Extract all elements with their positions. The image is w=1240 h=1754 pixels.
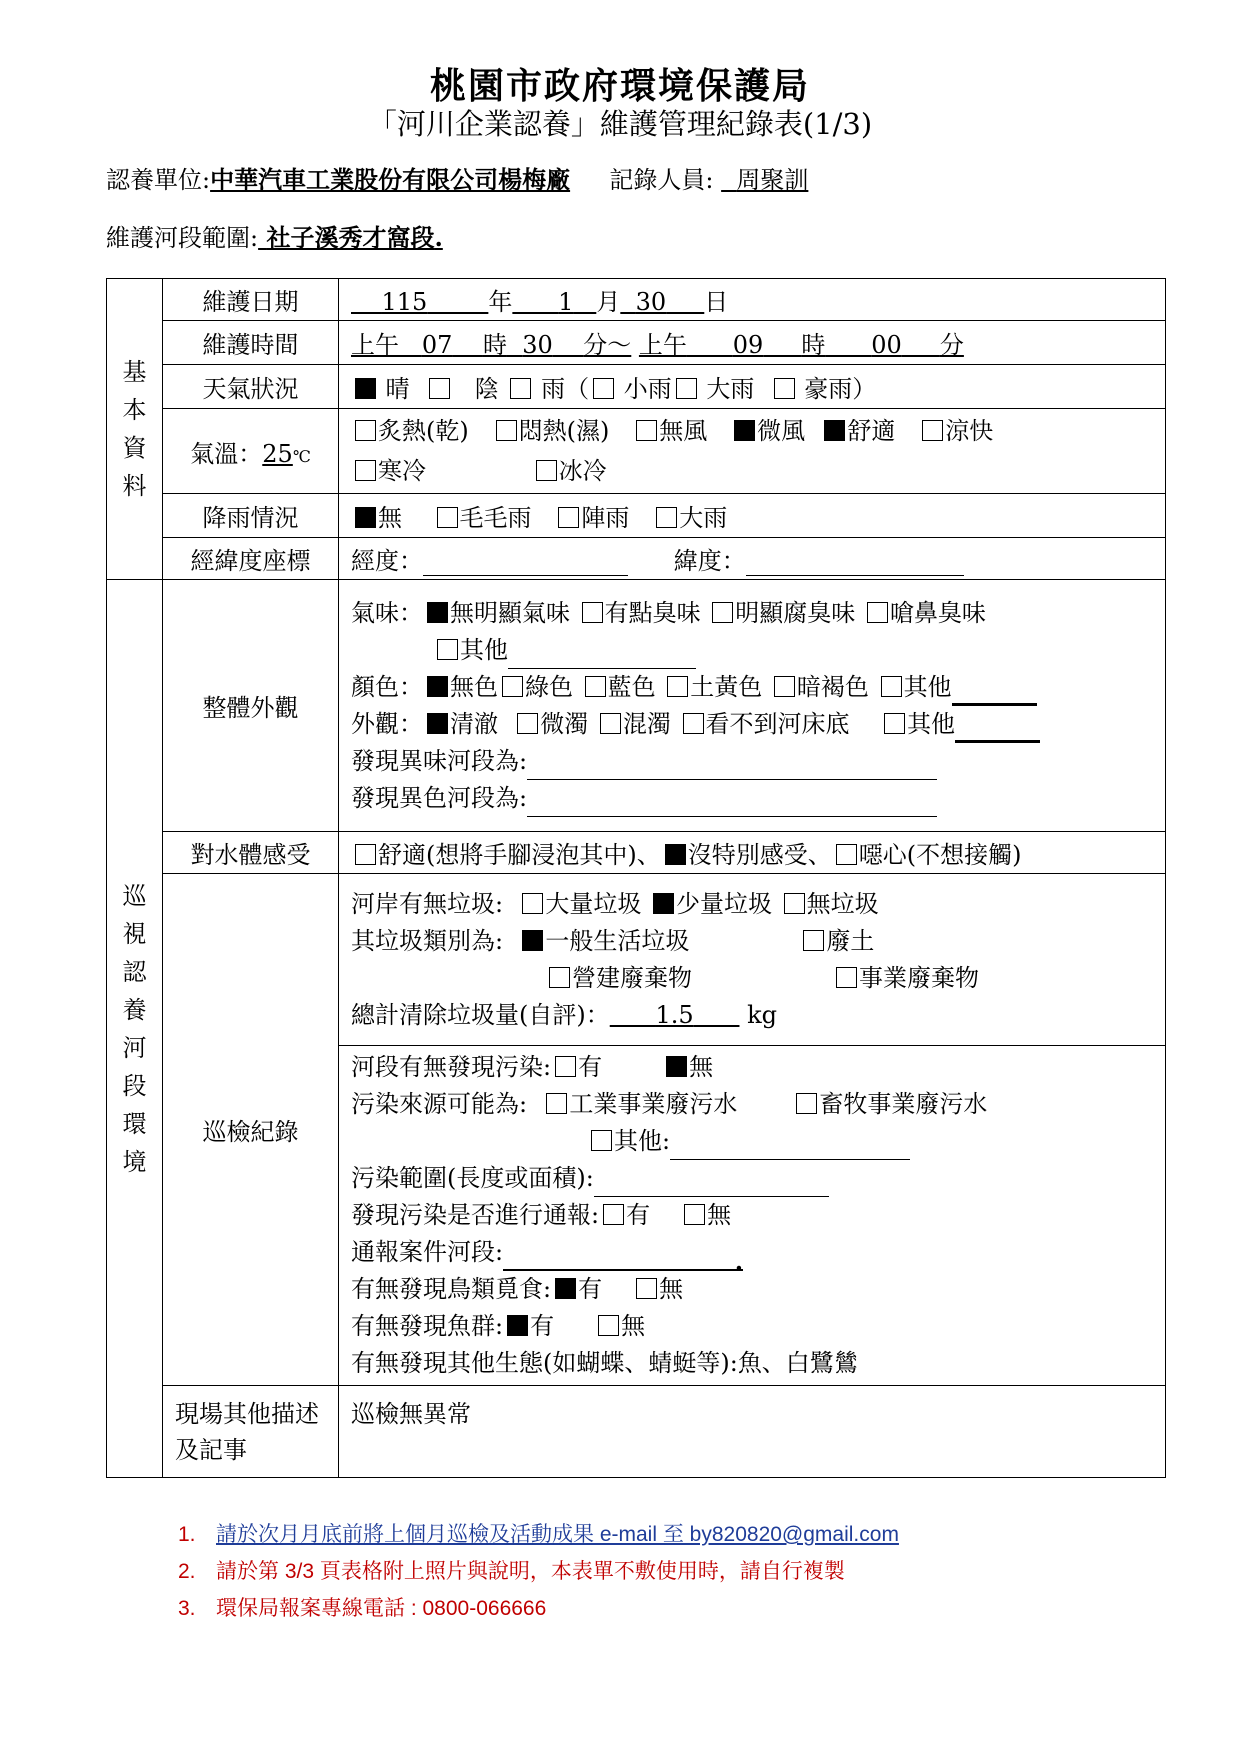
appearance-label: 整體外觀 bbox=[163, 580, 339, 832]
smell-pungent-checkbox[interactable] bbox=[867, 602, 888, 623]
start-hour: 07 bbox=[421, 331, 453, 359]
latitude-input[interactable] bbox=[746, 549, 964, 576]
source-livestock-checkbox[interactable] bbox=[796, 1093, 817, 1114]
color-other-checkbox[interactable] bbox=[881, 676, 902, 697]
smell-rotten-checkbox[interactable] bbox=[712, 602, 733, 623]
extent-input[interactable] bbox=[594, 1170, 829, 1197]
report-no-checkbox[interactable] bbox=[684, 1204, 705, 1225]
patrol-label: 巡檢紀錄 bbox=[163, 874, 339, 1386]
source-other-checkbox[interactable] bbox=[591, 1130, 612, 1151]
weather-rain-checkbox[interactable] bbox=[510, 378, 531, 399]
garbage-none-checkbox[interactable] bbox=[784, 893, 805, 914]
color-none-checkbox[interactable] bbox=[427, 676, 448, 697]
type-industrial-checkbox[interactable] bbox=[836, 967, 857, 988]
weather-label: 天氣狀況 bbox=[163, 365, 339, 409]
rain-label: 降雨情況 bbox=[163, 494, 339, 538]
temp-hot-humid-checkbox[interactable] bbox=[496, 420, 517, 441]
end-hour: 09 bbox=[732, 331, 764, 359]
garbage-large-checkbox[interactable] bbox=[522, 893, 543, 914]
unit-value: 中華汽車工業股份有限公司楊梅廠 bbox=[210, 165, 571, 194]
temp-value: 25 bbox=[262, 439, 293, 468]
color-blue-checkbox[interactable] bbox=[585, 676, 606, 697]
footer-note-3: 3. 環保局報案專線電話 : 0800-066666 bbox=[178, 1597, 547, 1620]
weather-light-rain-checkbox[interactable] bbox=[593, 378, 614, 399]
date-label: 維護日期 bbox=[163, 279, 339, 321]
feel-field: 舒適(想將手腳浸泡其中)、 沒特別感受、 噁心(不想接觸) bbox=[339, 832, 1166, 874]
range-label: 維護河段範圍: bbox=[106, 224, 259, 252]
source-industrial-checkbox[interactable] bbox=[546, 1093, 567, 1114]
unit-label: 認養單位: bbox=[106, 166, 211, 194]
look-no-bed-checkbox[interactable] bbox=[683, 713, 704, 734]
color-other-input[interactable] bbox=[952, 677, 1037, 706]
color-yellow-checkbox[interactable] bbox=[667, 676, 688, 697]
weather-storm-checkbox[interactable] bbox=[774, 378, 795, 399]
feel-label: 對水體感受 bbox=[163, 832, 339, 874]
footer-notes bbox=[178, 1516, 899, 1627]
fish-yes-checkbox[interactable] bbox=[507, 1315, 528, 1336]
temp-field: 炙熱(乾) 悶熱(濕) 無風 微風 舒適 涼快 寒冷 冰冷 bbox=[339, 409, 1166, 494]
temp-label: 氣溫：25℃ bbox=[163, 409, 339, 494]
weather-heavy-rain-checkbox[interactable] bbox=[676, 378, 697, 399]
weather-field: 晴 陰 雨（ 小雨 大雨 豪雨） bbox=[339, 365, 1166, 409]
recorder-value: 周聚訓 bbox=[736, 166, 809, 194]
page-subtitle: 「河川企業認養」維護管理紀錄表(1/3) bbox=[367, 107, 873, 141]
record-form bbox=[106, 278, 1166, 1478]
look-clear-checkbox[interactable] bbox=[427, 713, 448, 734]
pollution-yes-checkbox[interactable] bbox=[555, 1056, 576, 1077]
rain-drizzle-checkbox[interactable] bbox=[437, 507, 458, 528]
case-section-input[interactable]: . bbox=[503, 1243, 743, 1271]
smell-slight-checkbox[interactable] bbox=[582, 602, 603, 623]
type-soil-checkbox[interactable] bbox=[803, 930, 824, 951]
smell-section-input[interactable] bbox=[527, 753, 937, 780]
rain-none-checkbox[interactable] bbox=[355, 507, 376, 528]
temp-no-wind-checkbox[interactable] bbox=[636, 420, 657, 441]
range-value: 社子溪秀才窩段. bbox=[266, 223, 443, 252]
end-minute: 00 bbox=[871, 331, 902, 359]
garbage-field: 河岸有無垃圾: 大量垃圾 少量垃圾 無垃圾 其垃圾類別為: 一般生活垃圾 廢土 營建廢棄物 事業廢棄物 總計清除垃圾量(自評)： 1.5 kg bbox=[339, 874, 1166, 1046]
section-basic: 基本資料 bbox=[107, 279, 163, 580]
color-section-input[interactable] bbox=[527, 790, 937, 817]
temp-hot-dry-checkbox[interactable] bbox=[355, 420, 376, 441]
rain-heavy-checkbox[interactable] bbox=[656, 507, 677, 528]
appearance-field: 氣味： 無明顯氣味 有點臭味 明顯腐臭味 嗆鼻臭味 其他 顏色： 無色 綠色 藍色 土黃色 暗褐色 其他 外觀： 清澈 微濁 混濁 看不到河床底 其他 發現異味河段為: 發現異色河段為: bbox=[339, 580, 1166, 832]
look-turbid-checkbox[interactable] bbox=[600, 713, 621, 734]
look-slightly-turbid-checkbox[interactable] bbox=[517, 713, 538, 734]
color-brown-checkbox[interactable] bbox=[774, 676, 795, 697]
date-field: 115 年 1 月 30 日 bbox=[339, 279, 1166, 321]
time-label: 維護時間 bbox=[163, 321, 339, 365]
type-household-checkbox[interactable] bbox=[522, 930, 543, 951]
recorder-label: 記錄人員: bbox=[609, 166, 714, 194]
total-garbage-value: 1.5 bbox=[655, 1000, 694, 1029]
garbage-small-checkbox[interactable] bbox=[653, 893, 674, 914]
rain-field: 無 毛毛雨 陣雨 大雨 bbox=[339, 494, 1166, 538]
pollution-field: 河段有無發現污染: 有 無 污染來源可能為: 工業事業廢污水 畜牧事業廢污水 其他: 污染範圍(長度或面積): 發現污染是否進行通報: 有 無 通報案件河段: . 有無發現鳥類覓食: 有 無 有無發現魚群: 有 無 有無發現其他生態(如蝴蝶、蜻蜓等):魚、白鷺鷥 bbox=[339, 1046, 1166, 1386]
look-other-input[interactable] bbox=[955, 714, 1040, 743]
feel-comfortable-checkbox[interactable] bbox=[355, 844, 376, 865]
footer-note-2: 2. 請於第 3/3 頁表格附上照片與說明，本表單不敷使用時，請自行複製 bbox=[178, 1560, 845, 1583]
range-line bbox=[106, 218, 443, 253]
page-title: 桃園市政府環境保護局 bbox=[429, 65, 810, 107]
smell-none-checkbox[interactable] bbox=[427, 602, 448, 623]
fish-no-checkbox[interactable] bbox=[598, 1315, 619, 1336]
source-other-input[interactable] bbox=[670, 1133, 910, 1160]
pollution-no-checkbox[interactable] bbox=[666, 1056, 687, 1077]
smell-other-input[interactable] bbox=[508, 642, 696, 669]
bird-yes-checkbox[interactable] bbox=[555, 1278, 576, 1299]
section-patrol: 巡視認養河段環境 bbox=[107, 580, 163, 1478]
report-yes-checkbox[interactable] bbox=[603, 1204, 624, 1225]
coord-field: 經度： 緯度： bbox=[339, 538, 1166, 580]
date-month: 1 bbox=[558, 288, 574, 316]
temp-comfortable-checkbox[interactable] bbox=[824, 420, 845, 441]
date-day: 30 bbox=[635, 288, 667, 316]
notes-field: 巡檢無異常 bbox=[339, 1386, 1166, 1478]
start-minute: 30 bbox=[522, 331, 553, 359]
temp-breeze-checkbox[interactable] bbox=[734, 420, 755, 441]
temp-cool-checkbox[interactable] bbox=[922, 420, 943, 441]
bird-no-checkbox[interactable] bbox=[636, 1278, 657, 1299]
type-construction-checkbox[interactable] bbox=[549, 967, 570, 988]
weather-sunny-checkbox[interactable] bbox=[355, 378, 376, 399]
rain-shower-checkbox[interactable] bbox=[558, 507, 579, 528]
longitude-input[interactable] bbox=[423, 549, 628, 576]
feel-neutral-checkbox[interactable] bbox=[665, 844, 686, 865]
weather-cloudy-checkbox[interactable] bbox=[429, 378, 450, 399]
feel-disgust-checkbox[interactable] bbox=[836, 844, 857, 865]
eco-value: 魚、白鷺鷥 bbox=[737, 1349, 858, 1377]
unit-line bbox=[106, 160, 808, 195]
coord-label: 經緯度座標 bbox=[163, 538, 339, 580]
smell-other-checkbox[interactable] bbox=[437, 639, 458, 660]
time-field: 上午 07 時 30 分～ 上午 09 時 00 分 bbox=[339, 321, 1166, 365]
date-year: 115 bbox=[381, 288, 428, 316]
temp-freezing-checkbox[interactable] bbox=[536, 460, 557, 481]
footer-note-1: 1. 請於次月月底前將上個月巡檢及活動成果 e-mail 至 by820820@gmail.com bbox=[178, 1523, 899, 1546]
temp-cold-checkbox[interactable] bbox=[355, 460, 376, 481]
look-other-checkbox[interactable] bbox=[884, 713, 905, 734]
color-green-checkbox[interactable] bbox=[502, 676, 523, 697]
notes-label: 現場其他描述及記事 bbox=[163, 1386, 339, 1478]
